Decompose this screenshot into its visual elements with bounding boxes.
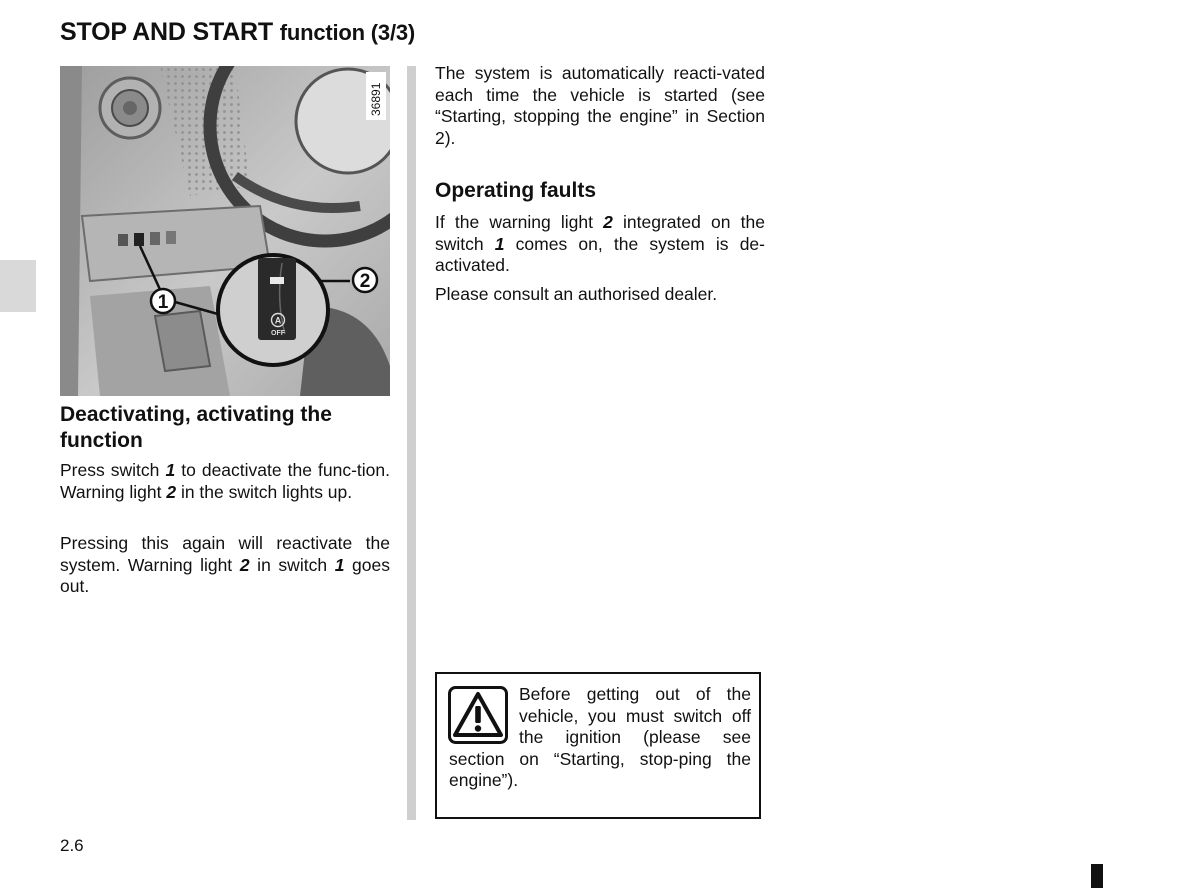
dashboard-illustration (60, 66, 390, 396)
icon-spacer (449, 684, 519, 748)
text-run: goes out. (60, 554, 391, 596)
paragraph-press-switch (60, 460, 390, 503)
title-main: STOP AND START (60, 18, 273, 46)
switch-off-label: OFF (271, 330, 285, 337)
text-run: Press switch (60, 460, 166, 480)
page-title (60, 18, 415, 47)
text-run: comes on, the system is de-activated. (435, 233, 765, 275)
text-run: If the warning light (435, 212, 604, 232)
callout-1: 1 (157, 292, 169, 313)
callout-2: 2 (359, 271, 371, 292)
ref-switch-1: 1 (494, 233, 505, 254)
ref-switch-1: 1 (165, 460, 176, 480)
ref-light-2: 2 (603, 212, 613, 232)
text-run: Pressing this again will reactivate the system. Warning light (60, 533, 390, 575)
paragraph-reactivation: The system is automatically reacti-vated each time the vehicle is started (see “Starting, stopping the engine” in Section 2). (435, 63, 765, 148)
figure-ref-number: 36891 (369, 82, 383, 116)
switch-symbol: A (274, 315, 282, 326)
warning-text (449, 684, 751, 792)
text-run: to deactivate the func-tion. Warning light (60, 460, 390, 502)
paragraph-warning-light (435, 212, 765, 277)
column-divider (407, 66, 416, 820)
paragraph-consult-dealer: Please consult an authorised dealer. (435, 284, 718, 304)
page-number: 2.6 (60, 836, 84, 855)
section-heading-operating-faults: Operating faults (435, 179, 597, 202)
paragraph-press-again (60, 533, 390, 598)
ref-light-2: 2 (166, 481, 177, 502)
warning-box (435, 672, 761, 819)
end-of-section-mark (1091, 864, 1103, 888)
section-heading-deactivating: Deactivating, activating the function (60, 403, 332, 452)
ref-light-2: 2 (239, 554, 250, 575)
section-tab-marker (0, 260, 36, 312)
ref-switch-1: 1 (334, 554, 345, 575)
warning-message: Before getting out of the vehicle, you must switch off the ignition (please see section on “Starting, stop-ping the engine”). (449, 684, 751, 790)
text-run: in switch (249, 554, 335, 575)
title-sub: function (3/3) (279, 20, 416, 45)
text-run: in the switch lights up. (176, 481, 353, 502)
text-run: integrated on the switch (435, 212, 765, 254)
